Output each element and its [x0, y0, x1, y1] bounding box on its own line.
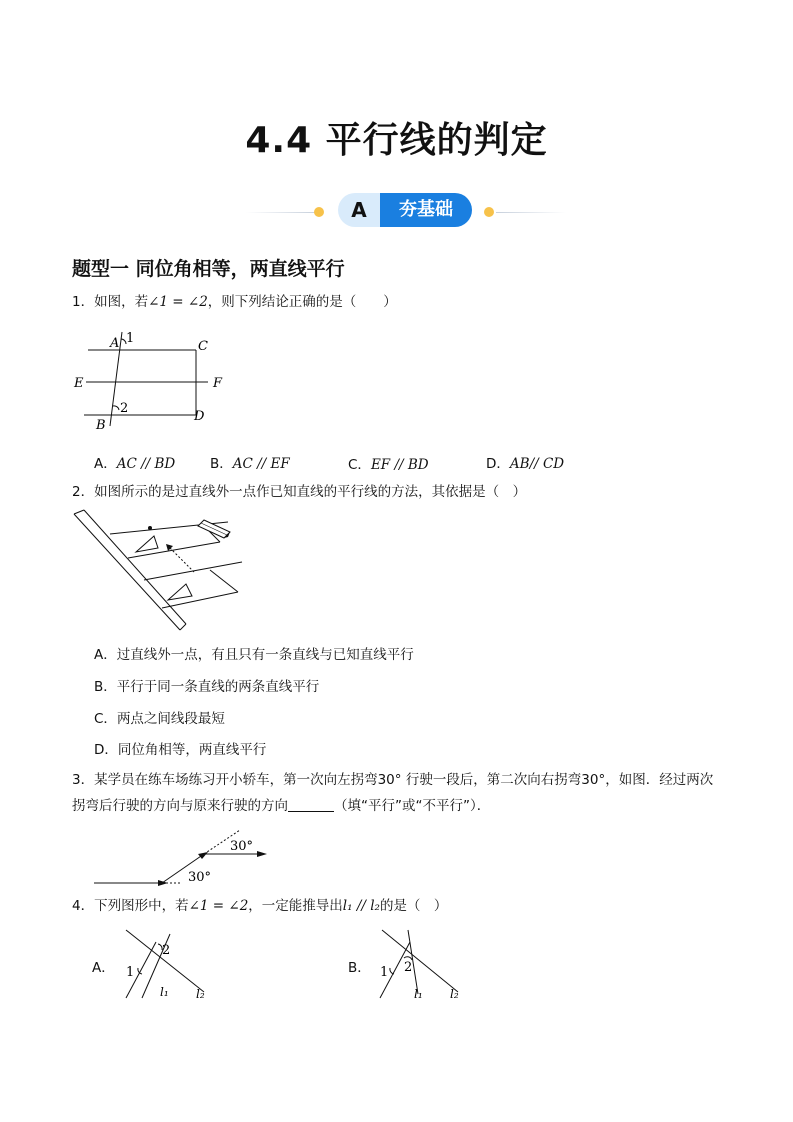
q2-option-b-value: 平行于同一条直线的两条直线平行 — [116, 679, 320, 695]
q1-text-b: ，则下列结论正确的是（ ） — [207, 294, 397, 310]
q3-arrowhead-2 — [198, 852, 208, 859]
q3-arrowhead-3 — [257, 851, 267, 857]
q1-option-c-value: EF // BD — [370, 457, 429, 473]
q2-lower-triangle-side — [210, 570, 238, 592]
level-badge — [240, 190, 570, 230]
badge-letter: A — [338, 193, 380, 227]
q1-label-e: E — [74, 376, 84, 391]
badge-dot-left — [314, 207, 324, 217]
q2-option-a-key: A． — [94, 647, 117, 663]
q4a-label-1: 1 — [126, 965, 135, 980]
q2-stem — [72, 482, 526, 502]
q1-option-c-key: C． — [348, 457, 371, 473]
q4a-label-l1: l₁ — [160, 985, 169, 999]
q1-label-1: 1 — [126, 331, 135, 346]
q4-option-a-figure — [112, 924, 222, 1004]
q2-option-d[interactable] — [94, 738, 266, 758]
q1-option-a-key: A． — [94, 456, 117, 472]
q1-option-d-key: D． — [486, 456, 510, 472]
q2-option-b-key: B． — [94, 679, 117, 695]
q3-angle-2: 30° — [230, 839, 254, 854]
q2-option-c[interactable] — [94, 707, 225, 727]
q2-text: 如图所示的是过直线外一点作已知直线的平行线的方法，其依据是（ ） — [94, 484, 527, 500]
q1-option-c[interactable] — [348, 453, 429, 473]
q4b-label-l2: l₂ — [450, 987, 459, 1001]
q1-option-b-key: B． — [210, 456, 233, 472]
q2-option-c-value: 两点之间线段最短 — [116, 711, 225, 727]
q2-option-b[interactable] — [94, 675, 319, 695]
q3-figure — [92, 828, 272, 890]
q4-number: 4． — [72, 898, 95, 914]
q1-label-a: A — [110, 336, 120, 351]
q3-answer-blank[interactable] — [288, 797, 334, 812]
q1-option-d[interactable] — [486, 452, 564, 472]
page-title: 4.4 平行线的判定 — [245, 120, 548, 161]
q3-text-1: 某学员在练车场练习开小轿车，第一次向左拐弯30° 行驶一段后，第二次向右拐弯30°，如图．经过两次 — [94, 772, 714, 788]
q1-angle-2-arc — [113, 406, 119, 410]
q4b-label-l1: l₁ — [414, 987, 423, 1001]
q2-number: 2． — [72, 484, 95, 500]
q4-text-b: ，一定能推导出 — [248, 898, 343, 914]
q3-text-2b: （填“平行”或“不平行”）． — [334, 798, 491, 814]
q2-ruler-edge-1 — [74, 514, 180, 630]
q4a-transversal — [126, 930, 204, 992]
q4-option-b-figure — [368, 924, 478, 1004]
q1-label-d: D — [194, 409, 205, 424]
q2-option-a-value: 过直线外一点，有且只有一条直线与已知直线平行 — [116, 647, 414, 663]
q2-ruler-end-bottom — [180, 624, 186, 630]
q1-label-f: F — [213, 376, 223, 391]
q1-option-d-value: AB// CD — [509, 456, 565, 472]
q2-option-d-value: 同位角相等，两直线平行 — [117, 742, 267, 758]
q1-option-a[interactable] — [94, 452, 175, 472]
q4-stem — [72, 896, 447, 916]
q1-label-c: C — [198, 339, 208, 354]
q4-text-a: 下列图形中，若 — [94, 898, 189, 914]
badge-line-right — [496, 212, 566, 213]
q4-option-b-key[interactable]: B． — [348, 960, 371, 976]
q1-option-b[interactable] — [210, 452, 290, 472]
q3-stem — [72, 770, 732, 816]
q2-ruler-edge-2 — [84, 510, 186, 624]
q2-point — [148, 526, 152, 530]
q2-option-c-key: C． — [94, 711, 117, 727]
q4b-label-2: 2 — [404, 960, 413, 975]
q4b-transversal — [382, 930, 458, 992]
q3-line-2 — [72, 796, 732, 816]
q2-option-d-key: D． — [94, 742, 118, 758]
q4-option-a-key[interactable]: A． — [92, 960, 115, 976]
q2-upper-triangle-hole — [136, 536, 158, 552]
q1-stem — [72, 292, 397, 312]
section-title: 题型一 同位角相等，两直线平行 — [72, 258, 345, 280]
q2-option-a[interactable] — [94, 643, 414, 663]
q3-text-2a: 拐弯后行驶的方向与原来行驶的方向 — [72, 798, 288, 814]
q2-ruler-end-top — [74, 510, 84, 514]
q4a-label-2: 2 — [162, 943, 171, 958]
q1-option-a-value: AC // BD — [116, 456, 176, 472]
badge-label: 夯基础 — [380, 193, 472, 227]
q4b-label-1: 1 — [380, 965, 389, 980]
q2-upper-triangle-base — [128, 542, 220, 558]
badge-dot-right — [484, 207, 494, 217]
q1-label-b: B — [96, 418, 106, 433]
q2-lower-triangle-hole — [168, 584, 192, 600]
q4a-label-l2: l₂ — [196, 987, 205, 1001]
q4-conclusion: l₁ // l₂ — [342, 898, 380, 914]
q1-option-b-value: AC // EF — [232, 456, 290, 472]
q3-number: 3． — [72, 772, 95, 788]
q1-text-a: 如图，若 — [94, 294, 149, 310]
q1-figure — [70, 326, 240, 436]
q3-angle-1: 30° — [188, 870, 212, 885]
badge-line-left — [246, 212, 316, 213]
q1-number: 1． — [72, 294, 95, 310]
q4-condition: ∠1 = ∠2 — [188, 898, 249, 914]
q2-figure — [70, 508, 250, 634]
q1-label-2: 2 — [120, 401, 129, 416]
q2-lower-triangle-base — [162, 592, 238, 608]
q3-line-1 — [72, 770, 732, 790]
q1-condition: ∠1 = ∠2 — [148, 294, 208, 310]
q4-text-c: 的是（ ） — [379, 898, 448, 914]
